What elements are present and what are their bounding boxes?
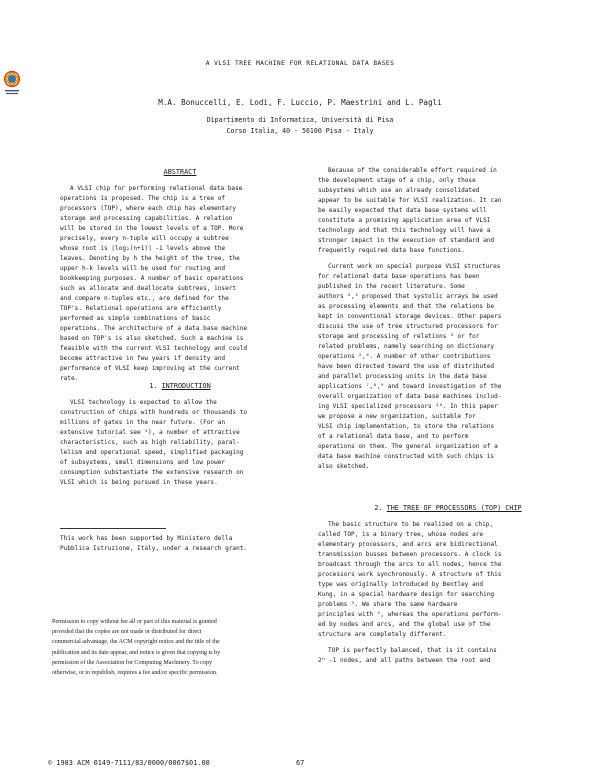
text-line: publication and its date appear, and notice is given that copying is by xyxy=(52,649,221,656)
section-number: 1. xyxy=(149,382,158,390)
text-line: characteristics, such as high reliability, paral- xyxy=(60,439,240,446)
text-line: based on TOP's is also sketched. Such a machine is xyxy=(60,335,244,342)
tree-section-body xyxy=(318,520,578,666)
text-line: otherwise, or to republish, requires a fee and/or specific permission. xyxy=(52,670,218,677)
text-line: type was originally introduced by Bentley and xyxy=(318,581,484,588)
copyright-notice: © 1983 ACM 0149-7111/83/0000/0067$01.00 xyxy=(48,759,210,767)
text-line: VLSI chip implementation, to store the relations xyxy=(318,423,495,430)
text-line: whose root is ⌈log₂(n+1)⌉ -1 levels above the xyxy=(60,245,226,252)
text-line: Permission to copy without fee all or part of this material is granted xyxy=(52,619,217,625)
introduction-heading xyxy=(60,382,300,390)
text-line: consumption substantiate the extensive research on xyxy=(60,469,244,476)
introduction-body xyxy=(60,398,300,488)
text-line: as processing elements and that the relations be xyxy=(318,303,495,310)
section-title: THE TREE OF PROCESSORS (TOP) CHIP xyxy=(386,504,522,512)
text-line: VLSI which is being pursued in these years. xyxy=(60,479,218,486)
publisher-logo xyxy=(2,70,22,98)
text-line: and parallel processing units in the data base xyxy=(318,373,487,380)
affiliation-line: Dipartimento di Informatica, Università di Pisa xyxy=(206,116,394,124)
text-line: will be stored in the lowest levels of a TOP. More xyxy=(60,225,244,232)
text-line: elementary processors, and arcs are bidirectional xyxy=(318,541,498,548)
paragraph xyxy=(318,520,578,640)
text-line: ed by nodes and arcs, and the global use of the xyxy=(318,621,491,628)
text-line: 2ʰ -1 nodes, and all paths between the root and xyxy=(318,657,491,664)
abstract-heading: ABSTRACT xyxy=(163,168,197,176)
tree-section-heading xyxy=(318,504,578,512)
footnote-line: Pubblica Istruzione, Italy, under a research grant. xyxy=(60,545,248,552)
affiliation xyxy=(0,115,600,137)
text-line: operations ⁵,⁶. A number of other contributions xyxy=(318,353,491,360)
page-number: 67 xyxy=(296,759,305,767)
text-line: called TOP, is a binary tree, whose nodes are xyxy=(318,531,484,538)
text-line: the development stage of a chip, only those xyxy=(318,177,476,184)
text-line: constitute a promising application area of VLSI xyxy=(318,217,491,224)
text-line: authors ²,³ proposed that systolic arrays be used xyxy=(318,293,498,300)
text-line: A VLSI chip for performing relational data base xyxy=(70,185,243,192)
text-line: performance of VLSI keep improving at the current xyxy=(60,365,240,372)
paragraph xyxy=(318,262,578,472)
text-line: millions of gates in the near future. (For an xyxy=(60,419,226,426)
text-line: provided that the copies are not made or distributed for direct xyxy=(52,629,202,636)
text-line: of a relational data base, and to perform xyxy=(318,433,469,440)
text-line: The basic structure to be realized on a chip, xyxy=(328,521,494,528)
text-line: principles with ⁵, whereas the operations perform- xyxy=(318,611,502,618)
text-line: rate. xyxy=(60,375,79,382)
text-line: operations is proposed. The chip is a tree of xyxy=(60,195,226,202)
text-line: processors work synchronously. A structure of this xyxy=(318,571,502,578)
footnote-rule xyxy=(60,528,166,529)
text-line: leaves. Denoting by h the height of the tree, the xyxy=(60,255,240,262)
text-line: problems ⁵. We share the same hardware xyxy=(318,601,458,608)
text-line: data base machine constructed with such chips is xyxy=(318,453,495,460)
text-line: subsystems which use an already consolidated xyxy=(318,187,480,194)
permission-notice xyxy=(52,617,310,678)
text-line: for relational data base operations has been xyxy=(318,273,480,280)
text-line: related problems, namely searching on dictionary xyxy=(318,343,495,350)
text-line: overall organization of data base machines includ- xyxy=(318,393,502,400)
abstract-body xyxy=(60,184,300,384)
paragraph xyxy=(318,166,578,256)
text-line: TOP's. Relational operations are efficiently xyxy=(60,305,222,312)
footnote-line: This work has been supported by Ministero della xyxy=(60,535,233,542)
text-line: have been directed toward the use of distributed xyxy=(318,363,495,370)
text-line: stronger impact in the execution of standard and xyxy=(318,237,495,244)
text-line: kept in conventional storage devices. Other papers xyxy=(318,313,502,320)
right-column-body xyxy=(318,166,578,472)
text-line: we propose a new organization, suitable for xyxy=(318,413,476,420)
paragraph xyxy=(318,646,578,666)
text-line: bookkeeping purposes. A number of basic operations xyxy=(60,275,244,282)
text-line: Because of the considerable effort required in xyxy=(328,167,497,174)
text-line: structure are completely different. xyxy=(318,631,447,638)
text-line: TOP is perfectly balanced, that is it contains xyxy=(328,647,497,654)
text-line: commercial advantage, the ACM copyright notice and the title of the xyxy=(52,639,220,646)
text-line: ing VLSI specialized processors ¹⁰. In this paper xyxy=(318,403,498,410)
text-line: published in the recent literature. Some xyxy=(318,283,465,290)
text-line: frequently required data base functions. xyxy=(318,247,465,254)
text-line: Current work on special purpose VLSI structures xyxy=(328,263,501,270)
text-line: such as allocate and deallocate subtrees, insert xyxy=(60,285,237,292)
footnote xyxy=(60,534,300,554)
authors: M.A. Bonuccelli, E. Lodi, F. Luccio, P. Maestrini and L. Pagli xyxy=(158,98,442,107)
text-line: technology and that this technology will have a xyxy=(318,227,491,234)
text-line: applications ⁷,⁸,⁹ and toward investigation of the xyxy=(318,383,502,390)
section-title: INTRODUCTION xyxy=(161,382,211,390)
text-line: also sketched. xyxy=(318,463,370,470)
text-line: Kung, in a special hardware design for searching xyxy=(318,591,495,598)
text-line: transmission busses between processors. A clock is xyxy=(318,551,502,558)
text-line: operations. The architecture of a data base machine xyxy=(60,325,248,332)
text-line: storage and processing capabilities. A relation xyxy=(60,215,233,222)
text-line: feasible with the current VLSI technology and could xyxy=(60,345,248,352)
text-line: extensive tutorial see ¹), a number of attractive xyxy=(60,429,240,436)
text-line: be easily expected that data base systems will xyxy=(318,207,487,214)
text-line: of subsystems, small dimensions and low power xyxy=(60,459,226,466)
text-line: become attractive in few years if density and xyxy=(60,355,226,362)
text-line: processors (TOP), where each chip has elementary xyxy=(60,205,237,212)
text-line: VLSI technology is expected to allow the xyxy=(70,399,217,406)
text-line: precisely, every n-tuple will occupy a subtree xyxy=(60,235,229,242)
text-line: operations on them. The general organization of a xyxy=(318,443,498,450)
text-line: upper h-k levels will be used for routing and xyxy=(60,265,226,272)
text-line: broadcast through the arcs to all nodes, hence the xyxy=(318,561,502,568)
text-line: lelism and operational speed, simplified packaging xyxy=(60,449,244,456)
text-line: permission of the Association for Computing Machinery. To copy xyxy=(52,659,213,666)
affiliation-line: Corso Italia, 40 - 56100 Pisa - Italy xyxy=(226,127,374,135)
text-line: discuss the use of tree structured processors for xyxy=(318,323,498,330)
paper-title: A VLSI TREE MACHINE FOR RELATIONAL DATA BASES xyxy=(205,60,395,67)
section-number: 2. xyxy=(374,504,383,512)
text-line: appear to be suitable for VLSI realization. It can xyxy=(318,197,502,204)
text-line: storage and processing of relations ⁴ or for xyxy=(318,333,480,340)
text-line: performed as simple combinations of basic xyxy=(60,315,211,322)
text-line: construction of chips with hundreds or thousands to xyxy=(60,409,248,416)
text-line: and compare n-tuples etc., are defined for the xyxy=(60,295,229,302)
